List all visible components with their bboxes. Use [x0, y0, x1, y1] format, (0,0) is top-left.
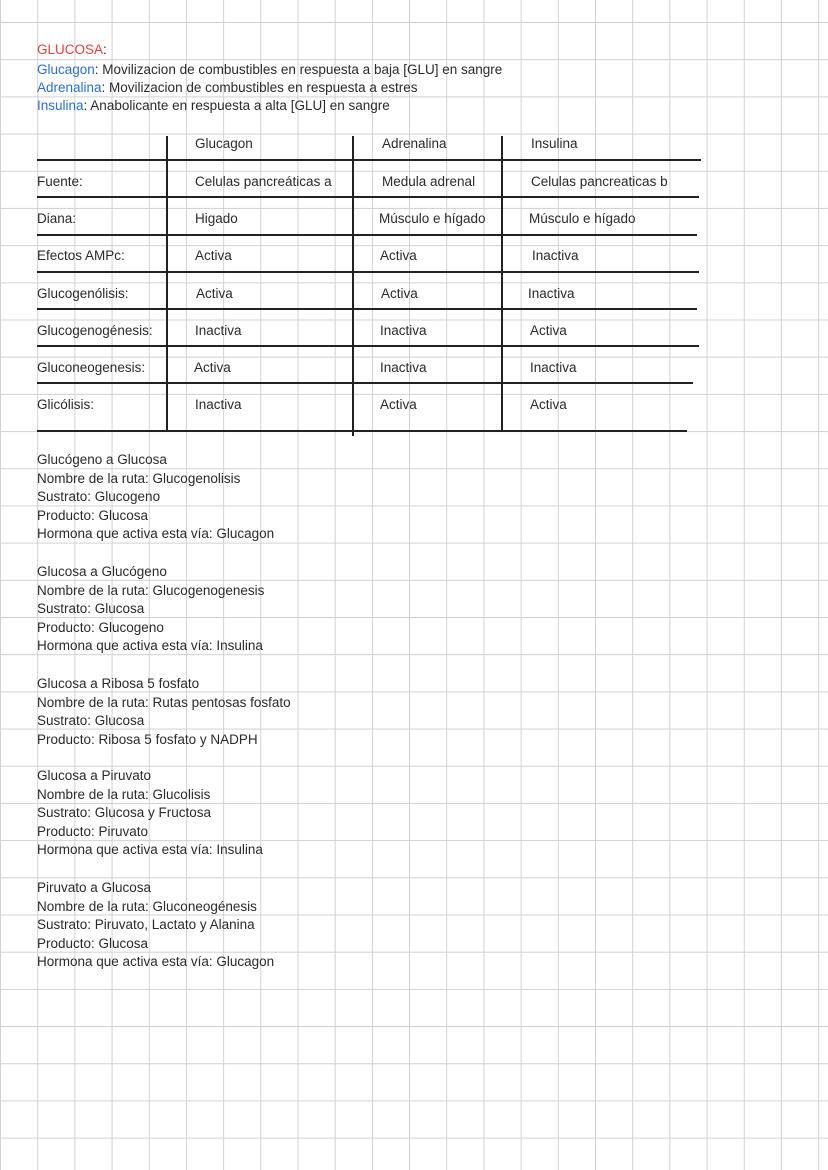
table-column-rule [166, 136, 168, 432]
table-cell: Activa [195, 248, 232, 263]
note-title: Glucosa a Glucógeno [37, 564, 167, 579]
title-text: GLUCOSA [37, 42, 104, 57]
table-cell: Inactiva [532, 248, 579, 263]
table-cell: Inactiva [530, 360, 577, 375]
table-header-cell: Insulina [531, 136, 578, 151]
definition-glucagon [37, 61, 502, 79]
table-row-rule [37, 196, 699, 198]
table-row-rule [37, 159, 701, 161]
note-line: Producto: Ribosa 5 fosfato y NADPH [37, 731, 258, 747]
note-title: Piruvato a Glucosa [37, 880, 152, 895]
note-title: Glucosa a Ribosa 5 fosfato [37, 676, 200, 691]
table-column-rule [352, 136, 354, 436]
definition-term: Glucagon [37, 62, 95, 77]
table-row-rule [37, 308, 697, 310]
note-line: Producto: Glucogeno [37, 619, 164, 635]
definition-text: : Movilizacion de combustibles en respuesta a estres [101, 80, 418, 95]
definition-text: : Movilizacion de combustibles en respuesta a baja [GLU] en sangre [94, 62, 503, 77]
table-cell: Activa [194, 360, 231, 375]
table-row-label: Glicólisis: [37, 397, 95, 412]
table-row-rule [37, 345, 699, 347]
note-line: Nombre de la ruta: Glucogenogenesis [37, 582, 265, 598]
definition-insulina [37, 97, 390, 115]
table-row-rule [37, 234, 697, 236]
note-line: Sustrato: Glucosa [37, 601, 145, 617]
table-cell: Activa [380, 397, 417, 412]
definition-text: : Anabolicante en respuesta a alta [GLU] en sangre [83, 98, 390, 113]
note-line: Producto: Piruvato [37, 823, 149, 839]
note-line: Hormona que activa esta vía: Glucagon [37, 954, 275, 970]
note-line: Sustrato: Piruvato, Lactato y Alanina [37, 917, 255, 933]
table-cell: Activa [530, 397, 567, 412]
table-row-label: Fuente: [37, 174, 83, 189]
table-cell: Activa [381, 286, 418, 301]
note-line: Producto: Glucosa [37, 935, 149, 951]
note-line: Sustrato: Glucogeno [37, 489, 161, 505]
table-row-label: Efectos AMPc: [37, 248, 125, 263]
page-title [37, 41, 107, 59]
table-row-label: Glucogenogénesis: [37, 323, 153, 338]
table-cell: Músculo e hígado [379, 211, 486, 226]
table-row-rule [37, 382, 693, 384]
table-cell: Celulas pancreáticas a [195, 174, 332, 189]
note-title: Glucosa a Piruvato [37, 768, 152, 783]
table-cell: Inactiva [528, 286, 575, 301]
note-line: Hormona que activa esta vía: Glucagon [37, 526, 275, 542]
note-line: Sustrato: Glucosa [37, 713, 145, 729]
table-cell: Activa [380, 248, 417, 263]
note-line: Nombre de la ruta: Glucogenolisis [37, 470, 241, 486]
note-line: Nombre de la ruta: Glucolisis [37, 786, 211, 802]
table-row-rule [37, 271, 699, 273]
definition-adrenalina [37, 79, 417, 97]
table-cell: Músculo e hígado [529, 211, 636, 226]
note-title: Glucógeno a Glucosa [37, 452, 167, 467]
table-cell: Inactiva [380, 360, 427, 375]
table-cell: Higado [195, 211, 238, 226]
table-cell: Activa [530, 323, 567, 338]
table-cell: Inactiva [195, 323, 242, 338]
note-line: Nombre de la ruta: Rutas pentosas fosfato [37, 694, 291, 710]
title-suffix: : [103, 42, 107, 57]
table-row-label: Diana: [37, 211, 77, 226]
definition-term: Adrenalina [37, 80, 102, 95]
table-row-label: Glucogenólisis: [37, 286, 129, 301]
table-row-label: Gluconeogenesis: [37, 360, 146, 375]
table-cell: Celulas pancreaticas b [531, 174, 668, 189]
table-row-rule [37, 430, 687, 432]
table-cell: Medula adrenal [382, 174, 476, 189]
table-cell: Activa [196, 286, 233, 301]
table-header-cell: Adrenalina [382, 136, 447, 151]
definition-term: Insulina [37, 98, 84, 113]
note-line: Sustrato: Glucosa y Fructosa [37, 805, 212, 821]
note-line: Hormona que activa esta vía: Insulina [37, 842, 263, 858]
table-cell: Inactiva [380, 323, 427, 338]
note-line: Producto: Glucosa [37, 507, 149, 523]
table-column-rule [501, 136, 503, 432]
note-line: Hormona que activa esta vía: Insulina [37, 638, 263, 654]
note-line: Nombre de la ruta: Gluconeogénesis [37, 898, 257, 914]
table-header-cell: Glucagon [195, 136, 253, 151]
table-cell: Inactiva [195, 397, 242, 412]
